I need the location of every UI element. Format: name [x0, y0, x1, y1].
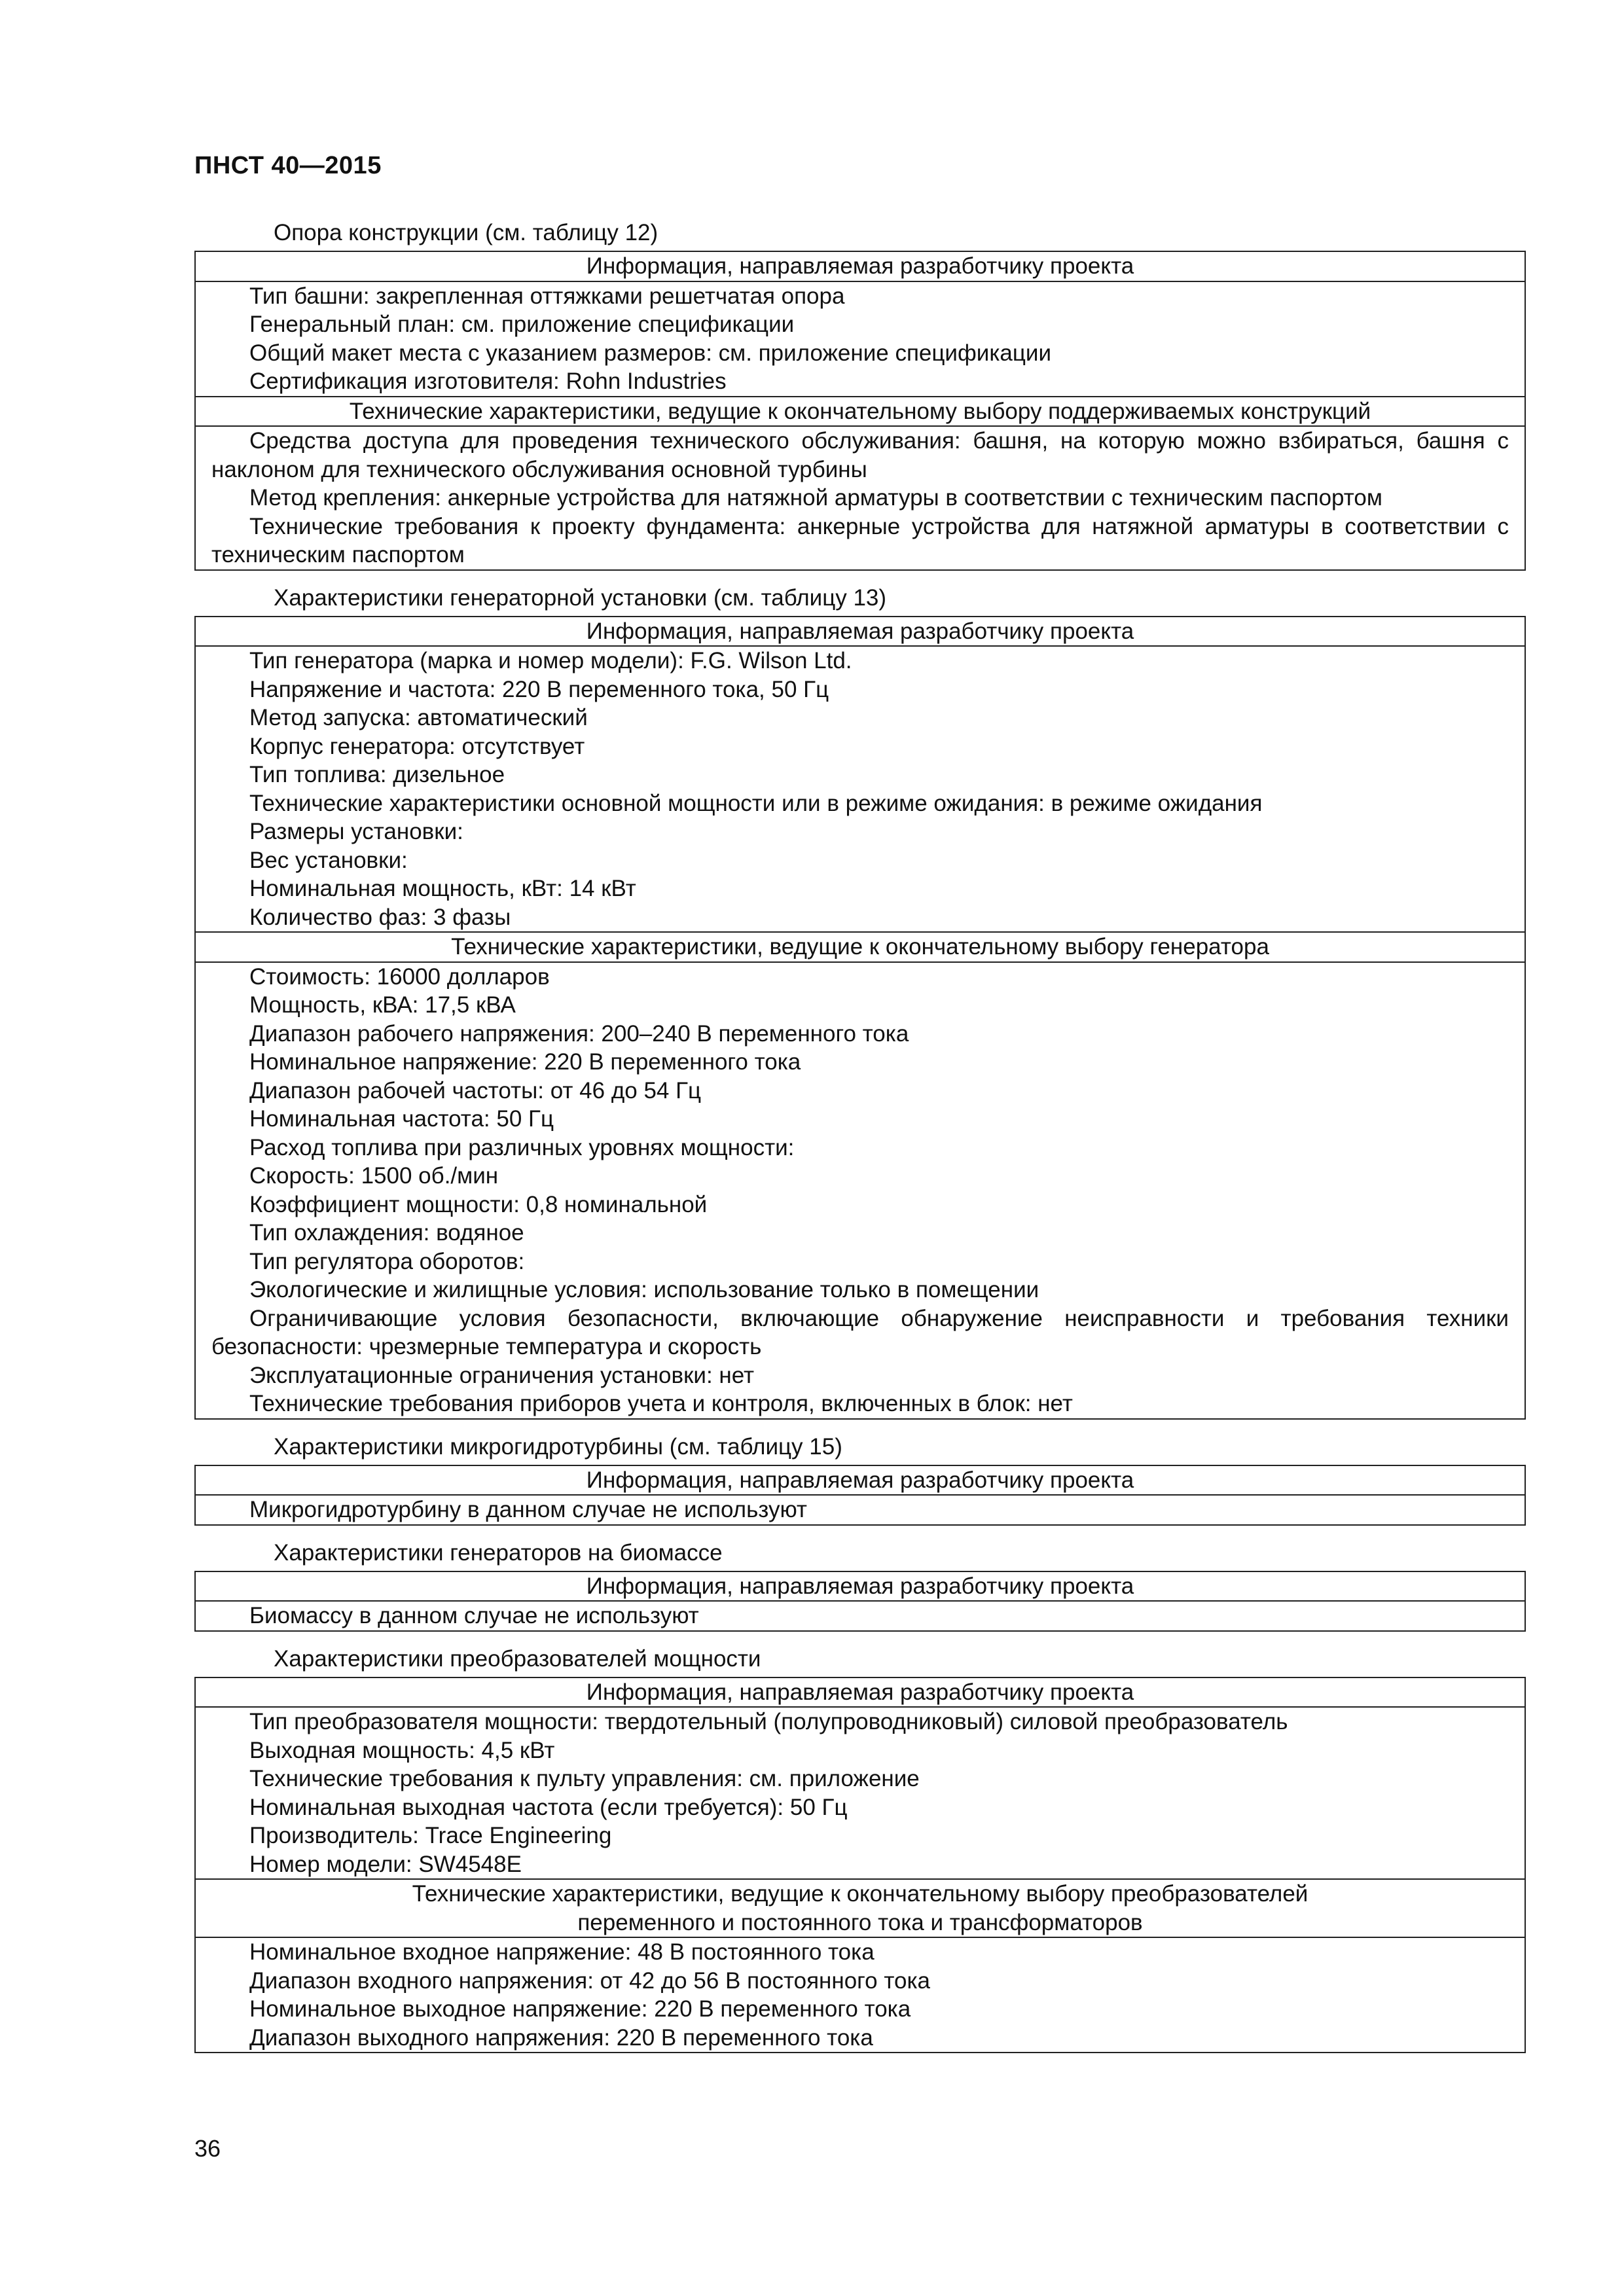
tech-line: Диапазон рабочей частоты: от 46 до 54 Гц	[249, 1077, 702, 1103]
section-caption-generator: Характеристики генераторной установки (см. таблицу 13)	[274, 584, 887, 611]
info-line: Номинальная мощность, кВт: 14 кВт	[249, 876, 636, 901]
table-microhydro	[194, 1465, 1526, 1526]
tech-line: Экологические и жилищные условия: использование только в помещении	[249, 1277, 1039, 1302]
info-line: Генеральный план: см. приложение спецификации	[249, 312, 795, 337]
table-power-converters	[194, 1677, 1526, 2054]
tech-cell	[195, 962, 1525, 1419]
tech-line: Ограничивающие условия безопасности, включающие обнаружение неисправности и требования техники безопасности: чрезмерные температура и скорость	[211, 1305, 1509, 1359]
table-header-info: Информация, направляемая разработчику проекта	[195, 617, 1525, 647]
info-line: Тип генератора (марка и номер модели): F.G. Wilson Ltd.	[249, 648, 852, 673]
info-line: Напряжение и частота: 220 В переменного тока, 50 Гц	[249, 676, 829, 702]
tech-line: Номинальное входное напряжение: 48 В постоянного тока	[249, 1939, 875, 1965]
tech-header-line: Технические характеристики, ведущие к окончательному выбору преобразователей	[412, 1881, 1308, 1907]
table-header-info: Информация, направляемая разработчику проекта	[195, 1465, 1525, 1496]
tech-line: Тип охлаждения: водяное	[249, 1220, 524, 1246]
table-biomass	[194, 1571, 1526, 1632]
info-cell	[195, 1495, 1525, 1525]
section-caption-biomass: Характеристики генераторов на биомассе	[274, 1539, 723, 1566]
tech-line: Технические требования приборов учета и контроля, включенных в блок: нет	[249, 1391, 1073, 1416]
tech-line: Номинальная частота: 50 Гц	[249, 1106, 554, 1132]
document-body	[194, 219, 1526, 2066]
info-line: Биомассу в данном случае не используют	[249, 1603, 699, 1628]
tech-line: Диапазон выходного напряжения: 220 В переменного тока	[249, 2024, 873, 2051]
info-line: Метод запуска: автоматический	[249, 705, 588, 730]
tech-cell	[195, 1937, 1525, 2053]
info-line: Размеры установки:	[249, 819, 463, 844]
table-header-info: Информация, направляемая разработчику проекта	[195, 1571, 1525, 1602]
tech-line: Диапазон рабочего напряжения: 200–240 В переменного тока	[249, 1020, 909, 1047]
info-line: Выходная мощность: 4,5 кВт	[249, 1737, 555, 1763]
table-header-info: Информация, направляемая разработчику проекта	[195, 1677, 1525, 1708]
info-line: Технические требования к пульту управления: см. приложение	[249, 1766, 920, 1791]
table-generator-set	[194, 616, 1526, 1420]
table-header-info: Информация, направляемая разработчику проекта	[195, 251, 1525, 281]
tech-cell	[195, 426, 1525, 570]
info-line: Вес установки:	[249, 847, 408, 873]
info-line: Производитель: Trace Engineering	[249, 1823, 612, 1848]
tech-line: Расход топлива при различных уровнях мощности:	[249, 1134, 795, 1160]
info-line: Корпус генератора: отсутствует	[249, 733, 585, 759]
info-line: Номинальная выходная частота (если требуется): 50 Гц	[249, 1794, 848, 1820]
info-cell	[195, 646, 1525, 932]
info-line: Тип топлива: дизельное	[249, 762, 505, 787]
tech-line: Диапазон входного напряжения: от 42 до 56 В постоянного тока	[249, 1967, 931, 1994]
info-line: Общий макет места с указанием размеров: см. приложение спецификации	[249, 340, 1052, 366]
info-line: Микрогидротурбину в данном случае не используют	[249, 1497, 807, 1522]
section-caption-power-converters: Характеристики преобразователей мощности	[274, 1645, 761, 1672]
section-caption-microhydro: Характеристики микрогидротурбины (см. таблицу 15)	[274, 1433, 842, 1460]
tech-line: Эксплуатационные ограничения установки: нет	[249, 1362, 755, 1388]
info-cell	[195, 281, 1525, 397]
info-cell	[195, 1707, 1525, 1879]
table-header-tech: Технические характеристики, ведущие к окончательному выбору генератора	[195, 932, 1525, 962]
tech-line: Стоимость: 16000 долларов	[249, 963, 550, 990]
tech-line: Номинальное напряжение: 220 В переменного тока	[249, 1049, 801, 1075]
tech-line: Тип регулятора оборотов:	[249, 1248, 525, 1274]
tech-line: Скорость: 1500 об./мин	[249, 1163, 499, 1189]
tech-header-line: переменного и постоянного тока и трансформаторов	[577, 1909, 1143, 1935]
info-line: Тип преобразователя мощности: твердотельный (полупроводниковый) силовой преобразователь	[249, 1709, 1288, 1734]
tech-line: Коэффициент мощности: 0,8 номинальной	[249, 1191, 708, 1217]
tech-line: Средства доступа для проведения технического обслуживания: башня, на которую можно взбираться, башня с наклоном для технического обслуживания основной турбины	[211, 428, 1509, 482]
document-code: ПНСТ 40—2015	[194, 152, 382, 179]
tech-line: Метод крепления: анкерные устройства для натяжной арматуры в соответствии с техническим паспортом	[249, 485, 1382, 511]
info-line: Количество фаз: 3 фазы	[249, 904, 511, 930]
tech-line: Номинальное выходное напряжение: 220 В переменного тока	[249, 1996, 911, 2022]
info-line: Номер модели: SW4548E	[249, 1851, 522, 1877]
table-header-tech	[195, 1879, 1525, 1937]
tech-line: Мощность, кВА: 17,5 кВА	[249, 992, 516, 1018]
info-line: Технические характеристики основной мощности или в режиме ожидания: в режиме ожидания	[249, 790, 1263, 816]
info-line: Сертификация изготовителя: Rohn Industries	[249, 368, 727, 394]
page-number: 36	[194, 2135, 221, 2162]
tech-line: Технические требования к проекту фундамента: анкерные устройства для натяжной арматуры в соответствии с техническим паспортом	[211, 513, 1509, 567]
table-header-tech: Технические характеристики, ведущие к окончательному выбору поддерживаемых конструкций	[195, 397, 1525, 427]
table-support-structure	[194, 251, 1526, 571]
info-cell	[195, 1601, 1525, 1631]
section-caption-support: Опора конструкции (см. таблицу 12)	[274, 220, 659, 245]
info-line: Тип башни: закрепленная оттяжками решетчатая опора	[249, 283, 845, 309]
